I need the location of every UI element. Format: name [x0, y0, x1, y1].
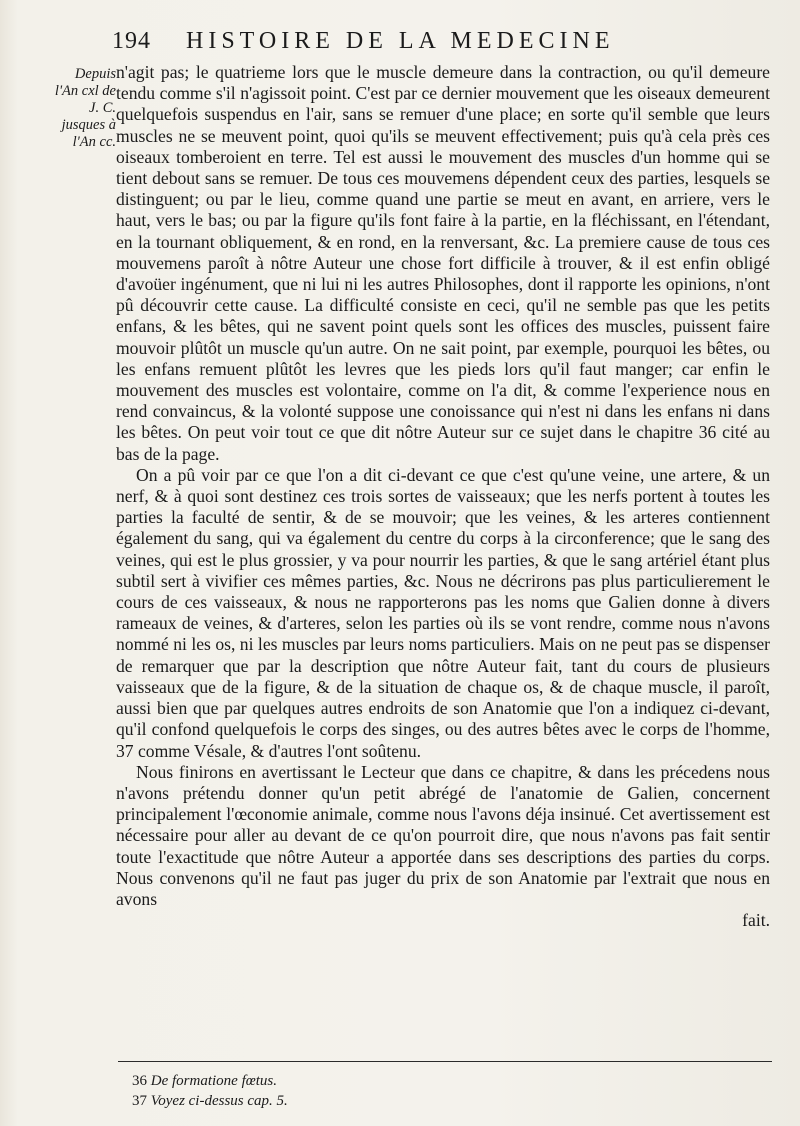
footnote-number: 37 [132, 1093, 147, 1109]
catchword: fait. [742, 910, 770, 931]
footnote-37 [132, 1091, 772, 1111]
body-text [116, 62, 770, 931]
footnote-number: 36 [132, 1073, 147, 1089]
running-title: HISTOIRE DE LA MEDECINE [186, 28, 615, 54]
footnote-rule [118, 1061, 772, 1062]
footnote-36 [132, 1071, 772, 1091]
footnote-text: De formatione fœtus. [150, 1073, 277, 1089]
footnote-text: Voyez ci-dessus cap. 5. [150, 1093, 288, 1109]
page-number: 194 [112, 28, 151, 54]
footnotes [132, 1071, 772, 1111]
running-header [112, 28, 772, 58]
paragraph-2: On a pû voir par ce que l'on a dit ci-devant ce que c'est qu'une veine, une artere, & un nerf, & à quoi sont destinez ces trois sortes de vaisseaux; que les nerfs portent à toutes les parties la faculté de sentir, & de se mouvoir; que les veines, & les arteres contiennent également du sang, qui va également du centre du corps à la circonference; que le sang des veines, qui est le plus grossier, y va pour nourrir les parties, & que le sang artériel étant plus subtil sert à vivifier ces mêmes parties, &c. Nous ne décrirons pas plus particulierement le cours de ces vaisseaux, & nous ne rapporterons pas les noms que Galien donne à divers rameaux de veines, & d'arteres, selon les parties où ils se vont rendre, comme nous n'avons nommé ni les os, ni les muscles par leurs noms particuliers. Mais on ne peut pas se dispenser de remarquer que par la description que nôtre Auteur fait, tant du cours de plusieurs vaisseaux que de la figure, & de la situation de chaque os, & de chaque muscle, il paroît, aussi bien que par quelques autres endroits de son Anatomie que l'on a indiquez ci-devant, qu'il confond quelquefois le corps des singes, ou des autres bêtes avec le corps de l'homme, 37 comme Vésale, & d'autres l'ont soûtenu. [116, 464, 770, 761]
paragraph-1: n'agit pas; le quatrieme lors que le muscle demeure dans la contraction, ou qu'il demeure tendu comme s'il n'agissoit point. C'est par ce dernier mouvement que les oiseaux demeurent quelquefois suspendus en l'air, sans se remuer d'une place; en sorte qu'il semble que leurs muscles ne se meuvent point, quoi qu'ils se meuvent effectivement; puis qu'à cela près ces oiseaux tomberoient en terre. Tel est aussi le mouvement des muscles d'un homme qui se tient debout sans se remuer. De tous ces mouvemens dépendent ceux des parties, lesquels se distinguent; ou par le lieu, comme quand une partie se meut en avant, en arriere, vers le haut, vers le bas; ou par la figure qu'ils font faire à la partie, en la fléchissant, en l'étendant, en la tournant obliquement, & en rond, en la renversant, &c. La premiere cause de tous ces mouvemens paroît à nôtre Auteur une chose fort difficile à trouver, & il est enfin obligé d'avoüer ingénument, que ni lui ni les autres Philosophes, dont il rapporte les opinions, n'ont pû découvrir cette cause. La difficulté consiste en ceci, qu'il ne semble pas que les petits enfans, & les bêtes, qui ne savent point quels sont les offices des muscles, puissent faire mouvoir plûtôt un muscle qu'un autre. On ne sait point, par exemple, pourquoi les bêtes, ou les enfans remuent plûtôt les levres que les pieds lors qu'il faut manger; car enfin le mouvement des muscles est volontaire, comme on l'a dit, & comme l'experience nous en rend convaincus, & la volonté suppose une conoissance qui n'est ni dans les enfans ni dans les bêtes. On peut voir tout ce que dit nôtre Auteur sur ce sujet dans le chapitre 36 cité au bas de la page. [116, 62, 770, 464]
margin-note: Depuis l'An cxl de J. C. jusques à l'An cc. [54, 66, 116, 150]
paragraph-3: Nous finirons en avertissant le Lecteur que dans ce chapitre, & dans les précedens nous n'avons prétendu donner qu'un petit abrégé de l'anatomie de Galien, concernent principalement l'œconomie animale, comme nous l'avons déja insinué. Cet avertissement est nécessaire pour aller au devant de ce qu'on pourroit dire, que nous n'avons pas fait sentir toute l'exactitude que nôtre Auteur a apportée dans ses descriptions des parties du corps. Nous convenons qu'il ne faut pas juger du prix de son Anatomie par l'extrait que nous en avons [116, 761, 770, 909]
